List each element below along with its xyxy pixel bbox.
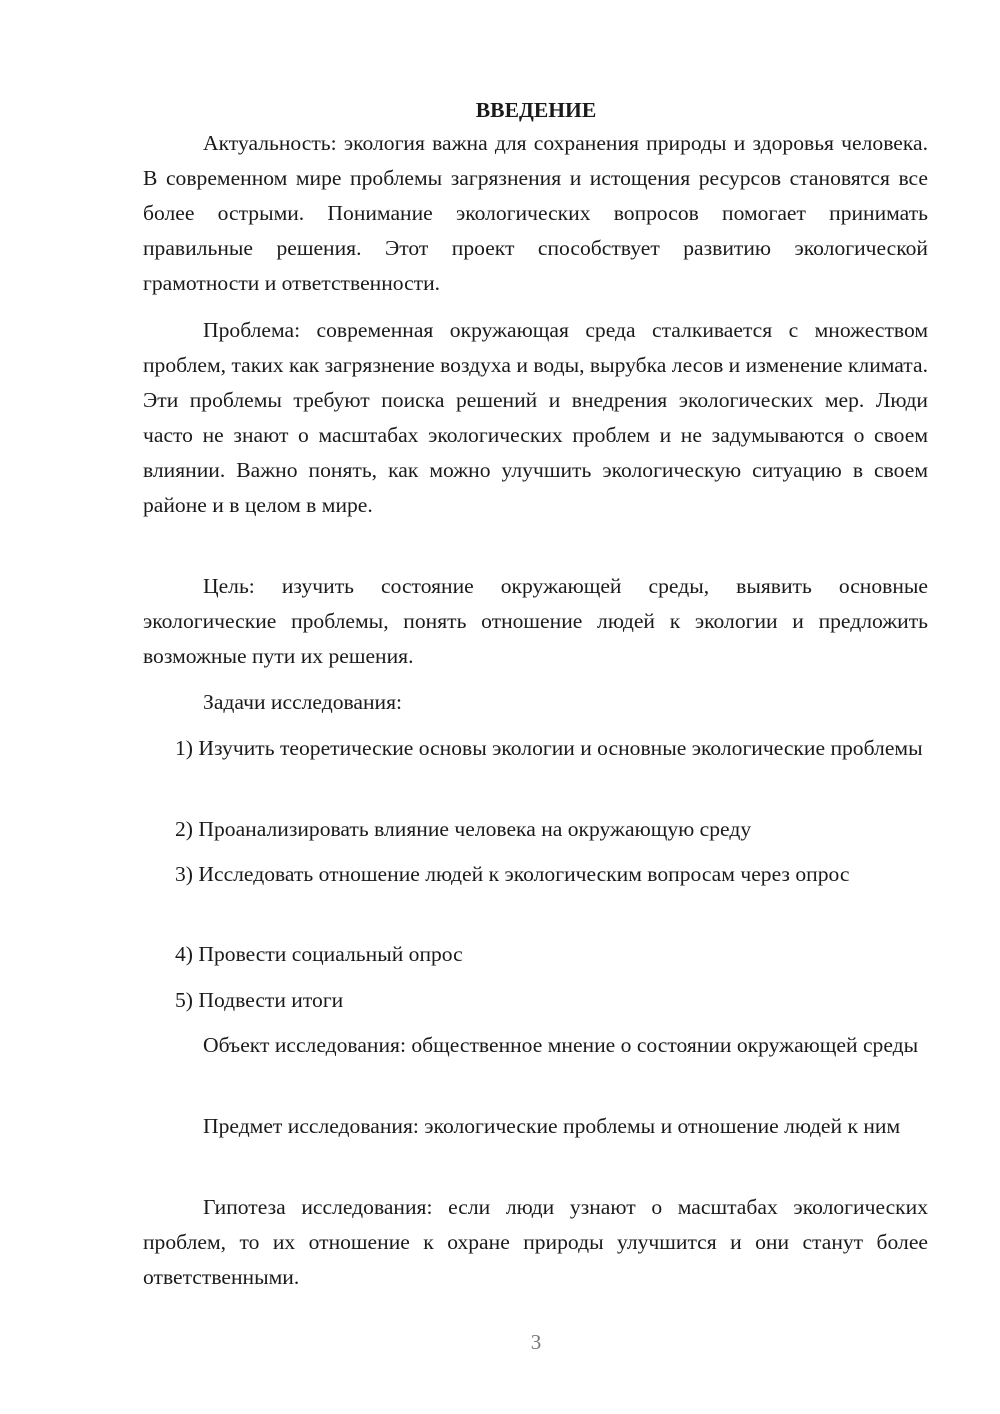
paragraph-hypothesis: Гипотеза исследования: если люди узнают о масштабах экологических проблем, то их отношение к охране природы улучшится и они станут более ответственными.: [143, 1195, 928, 1289]
task-item: 2) Проанализировать влияние человека на окружающую среду: [175, 817, 752, 841]
paragraph-object: Объект исследования: общественное мнение о состоянии окружающей среды: [203, 1033, 919, 1057]
paragraph-relevance: Актуальность: экология важна для сохранения природы и здоровья человека. В современном мире проблемы загрязнения и истощения ресурсов становятся все более острыми. Понимание экологических вопросов помогает принимать правильные решения. Этот проект способствует развитию экологической грамотности и ответственности.: [143, 131, 928, 295]
page-number: 3: [530, 1330, 542, 1354]
paragraph-goal: Цель: изучить состояние окружающей среды, выявить основные экологические проблемы, понять отношение людей к экологии и предложить возможные пути их решения.: [143, 574, 928, 668]
paragraph-subject: Предмет исследования: экологические проблемы и отношение людей к ним: [203, 1114, 901, 1138]
task-item: 1) Изучить теоретические основы экологии и основные экологические проблемы: [175, 736, 923, 760]
task-item: 3) Исследовать отношение людей к экологическим вопросам через опрос: [175, 862, 850, 886]
paragraph-problem: Проблема: современная окружающая среда сталкивается с множеством проблем, таких как загрязнение воздуха и воды, вырубка лесов и изменение климата. Эти проблемы требуют поиска решений и внедрения экологических мер. Люди часто не знают о масштабах экологических проблем и не задумываются о своем влиянии. Важно понять, как можно улучшить экологическую ситуацию в своем районе и в целом в мире.: [143, 318, 928, 517]
page-title: ВВЕДЕНИЕ: [475, 98, 597, 122]
task-item: 5) Подвести итоги: [175, 988, 344, 1012]
task-item: 4) Провести социальный опрос: [175, 942, 463, 966]
tasks-heading: Задачи исследования:: [203, 690, 403, 714]
